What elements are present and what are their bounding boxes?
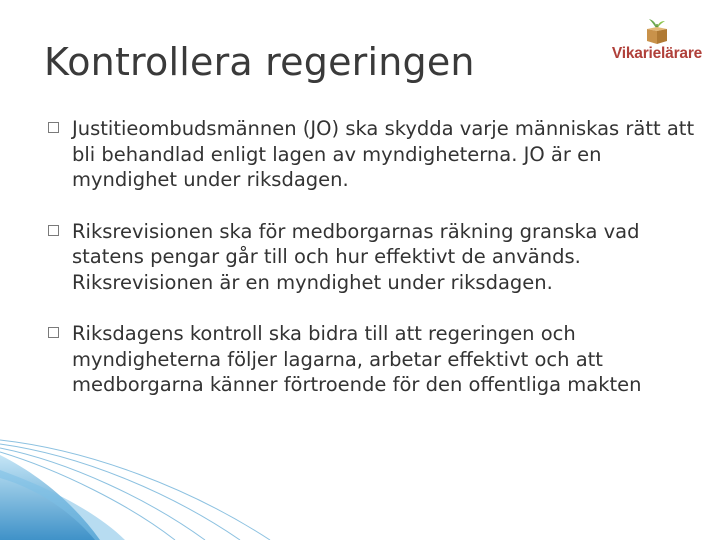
slide-title: Kontrollera regeringen bbox=[44, 40, 475, 84]
box-plant-icon bbox=[644, 16, 670, 46]
bullet-text: Justitieombudsmännen (JO) ska skydda varje människas rätt att bli behandlad enligt lagen av myndigheterna. JO är en myndighet under riksdagen. bbox=[72, 117, 695, 191]
vikarielarare-logo bbox=[604, 16, 710, 72]
bullet-list bbox=[48, 116, 708, 398]
logo-text: Vikarielärare bbox=[611, 45, 703, 62]
square-bullet-icon bbox=[48, 225, 59, 236]
square-bullet-icon bbox=[48, 327, 59, 338]
square-bullet-icon bbox=[48, 122, 59, 133]
bullet-item-jo bbox=[48, 116, 708, 193]
bullet-text: Riksrevisionen ska för medborgarnas räkning granska vad statens pengar går till och hur effektivt de används. Riksrevisionen är en myndighet under riksdagen. bbox=[72, 219, 640, 294]
bullet-item-riksrevisionen bbox=[48, 219, 708, 296]
bullet-item-riksdagens-kontroll bbox=[48, 321, 708, 398]
bullet-text: Riksdagens kontroll ska bidra till att regeringen och myndigheterna följer lagarna, arbetar effektivt och att medborgarna känner förtroende för den offentliga makten bbox=[72, 322, 642, 396]
